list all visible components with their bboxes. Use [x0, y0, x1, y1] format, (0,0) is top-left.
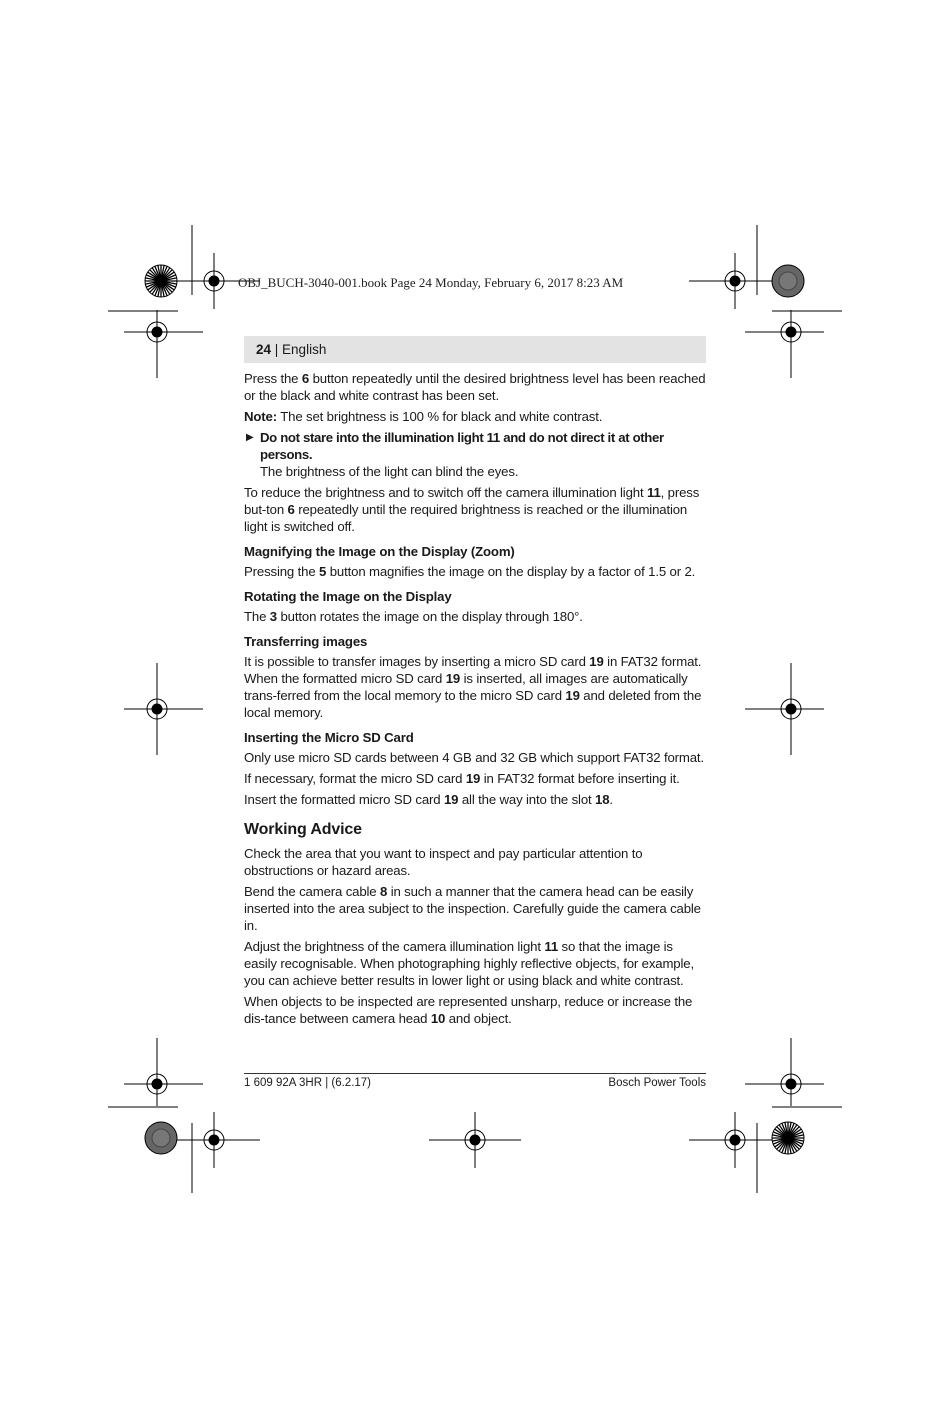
text: Adjust the brightness of the camera illumination light: [244, 939, 545, 954]
paragraph-adjust-brightness: [244, 938, 706, 989]
paragraph-bend-cable: [244, 883, 706, 934]
text: in FAT32 format. When the formatted micro SD card: [244, 654, 702, 686]
paragraph-check-area: Check the area that you want to inspect and pay particular attention to obstructions or hazard areas.: [244, 846, 643, 878]
page-number: 24: [256, 342, 272, 357]
text: If necessary, format the micro SD card: [244, 771, 466, 786]
text: The: [244, 609, 270, 624]
ref-number: 11: [646, 485, 661, 500]
text: is inserted, all images are automatically trans-ferred from the local memory to the micro SD card: [244, 671, 688, 703]
text: .: [609, 792, 613, 807]
paragraph-reduce-brightness: [244, 484, 706, 535]
warning-bold-text: Do not stare into the illumination light 11 and do not direct it at other persons.: [260, 430, 664, 462]
paragraph-insert-card: [244, 791, 706, 808]
note-label: Note:: [244, 409, 277, 424]
ref-number: 18: [595, 792, 610, 807]
ref-number: 19: [565, 688, 580, 703]
text: button repeatedly until the desired brightness level has been reached or the black and white contrast has been set.: [244, 371, 706, 403]
ref-number: 19: [589, 654, 604, 669]
ref-number: 11: [544, 939, 558, 954]
text: When objects to be inspected are represented unsharp, reduce or increase the dis-tance between camera head: [244, 994, 693, 1026]
heading-working-advice: Working Advice: [244, 821, 362, 838]
text: button rotates the image on the display through 180°.: [276, 609, 583, 624]
paragraph-note: [244, 408, 706, 425]
text: Insert the formatted micro SD card: [244, 792, 444, 807]
body-text: [244, 370, 706, 1027]
safety-warning: [244, 429, 706, 480]
text: button magnifies the image on the display by a factor of 1.5 or 2.: [326, 564, 696, 579]
text: and deleted from the local memory.: [244, 688, 702, 720]
page-footer: [244, 1073, 706, 1090]
paragraph-zoom: [244, 563, 706, 580]
paragraph-card-sizes: Only use micro SD cards between 4 GB and 32 GB which support FAT32 format.: [244, 750, 704, 765]
text: and object.: [445, 1011, 512, 1026]
heading-zoom: Magnifying the Image on the Display (Zoom): [244, 544, 515, 559]
header-language: English: [282, 342, 327, 357]
paragraph-transfer: [244, 653, 706, 721]
heading-rotate: Rotating the Image on the Display: [244, 589, 452, 604]
text: The set brightness is 100 % for black and white contrast.: [276, 409, 603, 424]
text: Press the: [244, 371, 302, 386]
ref-number: 6: [301, 371, 310, 386]
text: Pressing the: [244, 564, 320, 579]
page-header: [244, 336, 706, 363]
text: in FAT32 format before inserting it.: [480, 771, 680, 786]
text: To reduce the brightness and to switch off the camera illumination light: [244, 485, 647, 500]
text: repeatedly until the required brightness is reached or the illumination light is switched off.: [244, 502, 688, 534]
header-separator: |: [271, 342, 283, 357]
ref-number: 10: [430, 1011, 446, 1026]
paragraph-format-card: [244, 770, 706, 787]
heading-insert-card: Inserting the Micro SD Card: [244, 730, 414, 745]
print-slug-line: OBJ_BUCH-3040-001.book Page 24 Monday, February 6, 2017 8:23 AM: [238, 275, 624, 290]
text: Bend the camera cable: [244, 884, 380, 899]
ref-number: 19: [445, 671, 461, 686]
paragraph-unsharp: [244, 993, 706, 1027]
ref-number: 19: [465, 771, 481, 786]
text: in such a manner that the camera head can be easily inserted into the area subject to the inspection. Carefully guide the camera cable in.: [244, 884, 701, 933]
ref-number: 3: [269, 609, 277, 624]
ref-number: 19: [443, 792, 459, 807]
ref-number: 5: [319, 564, 327, 579]
warning-bullet-icon: ▶: [246, 432, 254, 443]
text: It is possible to transfer images by inserting a micro SD card: [244, 654, 590, 669]
footer-doc-number: 1 609 92A 3HR | (6.2.17): [244, 1077, 372, 1089]
ref-number: 8: [380, 884, 388, 899]
heading-transfer: Transferring images: [244, 634, 368, 649]
ref-number: 6: [287, 502, 295, 517]
text: all the way into the slot: [458, 792, 596, 807]
text: so that the image is easily recognisable. When photographing highly reflective objects, for example, you can achieve better results in lower light or using black and white contrast.: [244, 939, 694, 988]
paragraph-brightness: [244, 370, 706, 404]
text: , press but-ton: [244, 485, 700, 517]
paragraph-rotate: [244, 608, 706, 625]
footer-brand: Bosch Power Tools: [608, 1077, 706, 1089]
page-content: [244, 336, 706, 1031]
warning-text: The brightness of the light can blind the eyes.: [260, 464, 519, 479]
